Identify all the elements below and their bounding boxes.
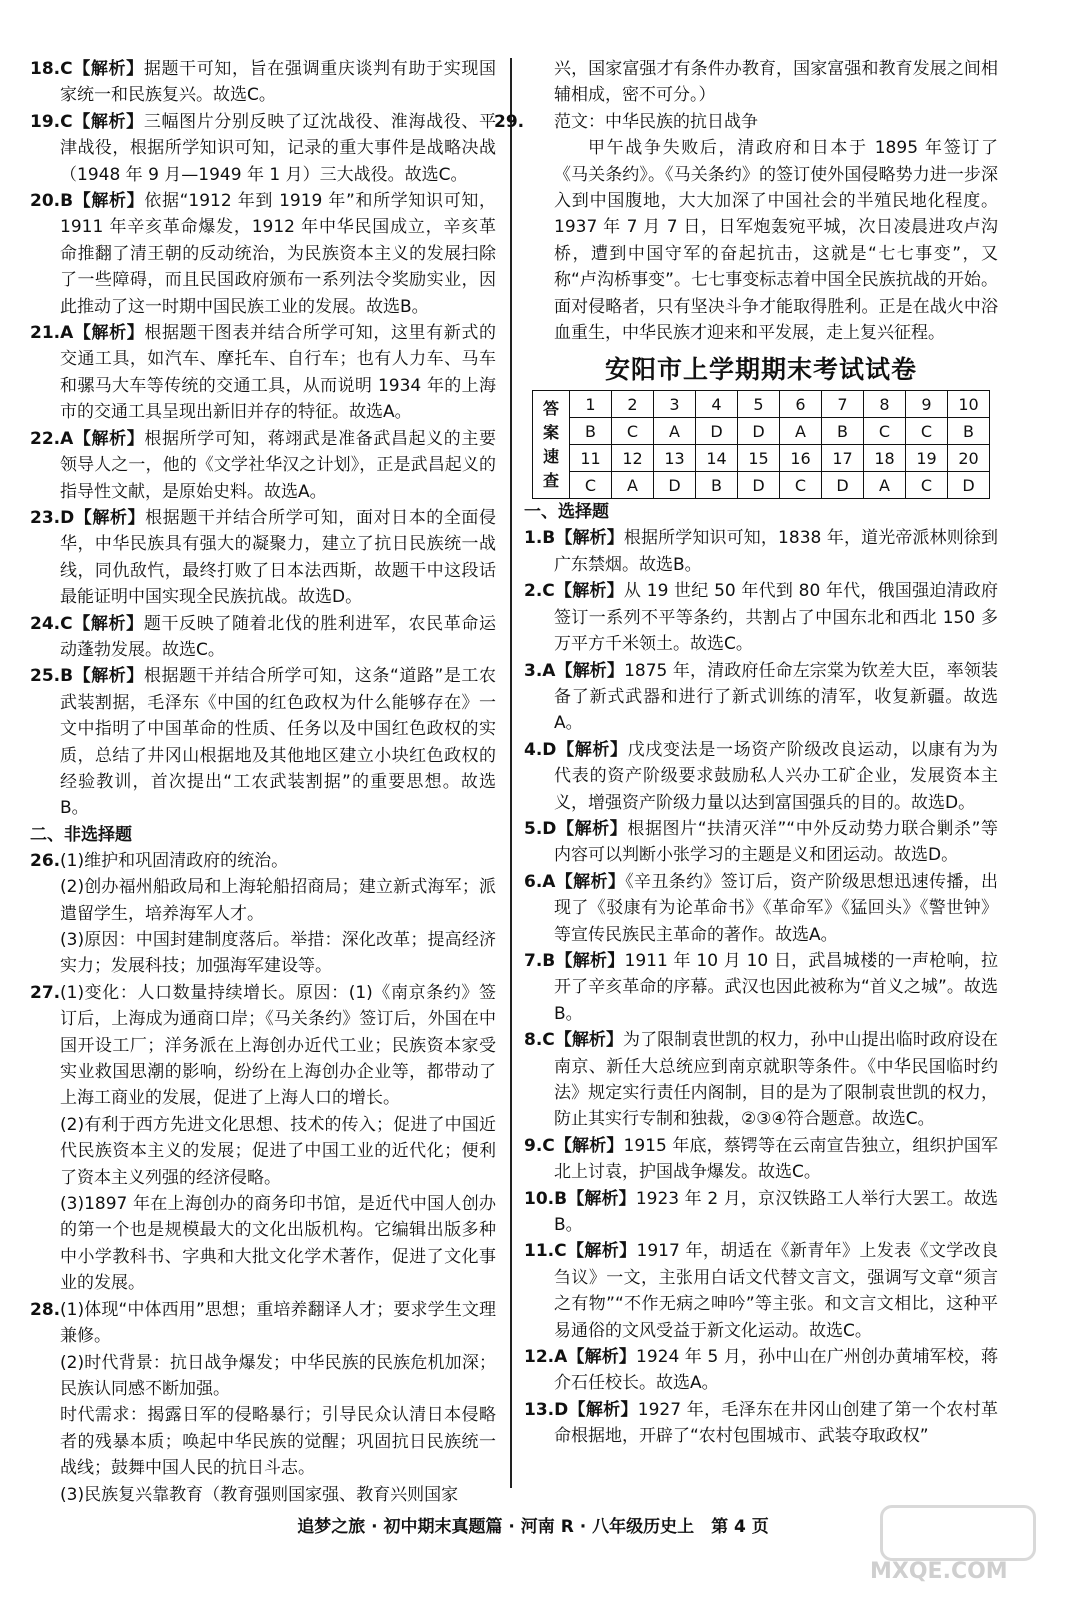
essay-title: 范文：中华民族的抗日战争 [554,111,758,132]
table-cell: B [948,418,990,445]
item-text: 1915 年底，蔡锷等在云南宣告独立，组织护国军北上讨袁，护国战争爆发。故选C。 [554,1135,999,1183]
answer-item [30,426,496,505]
paragraph-text: (2)创办福州船政局和上海轮船招商局；建立新式海军；派遣留学生，培养海军人才。 [60,877,496,924]
analysis-tag: 【解析】 [556,739,628,760]
answer-paragraph [494,109,998,135]
analysis-tag: 【解析】 [568,1399,638,1420]
item-number: 9.C [524,1135,555,1156]
table-cell: 9 [906,391,948,418]
exam-title: 安阳市上学期期末考试试卷 [604,355,917,385]
item-text: 根据所学可知，蒋翊武是准备武昌起义的主要领导人之一，他的《文学社华汉之计划》，正是武昌起义的指导性文献，是原始史料。故选A。 [60,428,497,502]
analysis-tag: 【解析】 [556,818,628,839]
page-footer: 追梦之旅 · 初中期末真题篇 · 河南 R · 八年级历史上 第 4 页 [297,1517,769,1537]
answer-item [30,505,496,611]
item-text: 《辛丑条约》签订后，资产阶级思想迅速传播，出现了《驳康有为论革命书》《革命军》《猛回头》《警世钟》等宣传民族民主革命的著作。故选A。 [554,871,999,945]
left-column [30,56,496,1508]
item-text: 根据图片“扶清灭洋”“中外反动势力联合剿杀”等内容可以判断小张学习的主题是义和团运动。故选D。 [554,818,999,866]
item-text: 1917 年，胡适在《新青年》上发表《文学改良刍议》一文，主张用白话文代替文言文，强调写文章“须言之有物”“不作无病之呻吟”等主张。和文言文相比，这种平易通俗的文风受益于新文化运动。故选C。 [554,1241,999,1341]
answer-item [524,1397,998,1450]
item-number: 23.D [30,507,75,528]
item-number: 19.C [30,111,73,132]
answer-item [524,578,998,657]
analysis-tag: 【解析】 [73,191,145,212]
item-text: 根据题干并结合所学可知，这条“道路”是工农武装割据，毛泽东《中国的红色政权为什么能够存在》一文中指明了中国革命的性质、任务以及中国红色政权的实质，总结了井冈山根据地及其他地区建立小块红色政权的经验教训，首次提出“工农武装割据”的重要思想。故选B。 [60,666,496,819]
item-text: 题干反映了随着北伐的胜利进军，农民革命运动蓬勃发展。故选C。 [60,613,497,660]
table-cell: D [738,418,780,445]
table-cell: 1 [570,391,612,418]
item-number: 4.D [524,739,557,760]
answer-item [30,109,496,188]
item-number: 29. [494,111,525,132]
item-text: 1923 年 2 月，京汉铁路工人举行大罢工。故选B。 [554,1188,999,1236]
item-number: 13.D [524,1399,569,1420]
section-heading: 二、非选择题 [30,824,132,845]
analysis-tag: 【解析】 [566,1241,637,1262]
analysis-tag: 【解析】 [554,1135,624,1156]
item-number: 21.A [30,323,74,344]
paragraph-text: 时代需求：揭露日军的侵略暴行；引导民众认清日本侵略者的残暴本质；唤起中华民族的觉醒；巩固抗日民族统一战线；鼓舞中国人民的抗日斗志。 [60,1405,496,1479]
table-cell: D [654,472,696,499]
analysis-tag: 【解析】 [72,111,144,132]
table-cell: 20 [948,445,990,472]
item-number: 22.A [30,428,74,449]
table-cell: 13 [654,445,696,472]
paragraph-text: (2)有利于西方先进文化思想、技术的传入；促进了中国近代民族资本主义的发展；促进了中国工业的近代化；便利了资本主义列强的经济侵略。 [60,1114,496,1188]
table-cell: 12 [612,445,654,472]
analysis-tag: 【解析】 [74,507,146,528]
item-number: 27. [30,982,61,1003]
answer-table [532,390,990,499]
table-cell: 18 [864,445,906,472]
column-divider [510,58,512,1488]
table-cell: D [948,472,990,499]
paragraph-text: (3)1897 年在上海创办的商务印书馆，是近代中国人创办的第一个也是规模最大的文化出版机构。它编辑出版多种中小学教科书、字典和大批文化学术著作，促进了文化事业的发展。 [60,1194,496,1294]
item-number: 7.B [524,950,556,971]
watermark-text: MXQE.COM [870,1559,1008,1584]
item-text: 1927 年，毛泽东在井冈山创建了第一个农村革命根据地，开辟了“农村包围城市、武装夺取政权” [554,1399,998,1447]
paragraph-text: (2)时代背景：抗日战争爆发；中华民族的民族危机加深；民族认同感不断加强。 [60,1352,496,1399]
analysis-tag: 【解析】 [72,613,144,634]
table-cell: B [822,418,864,445]
right-column [494,56,999,1450]
answer-item [524,658,998,737]
analysis-tag: 【解析】 [73,323,145,344]
watermark-box-icon [880,1505,1036,1561]
answer-paragraph [30,1112,496,1191]
analysis-tag: 【解析】 [555,950,625,971]
analysis-tag: 【解析】 [73,666,144,687]
item-text: 为了限制袁世凯的权力，孙中山提出临时政府设在南京、新任大总统应到南京就职等条件。《中华民国临时约法》规定实行责任内阁制，目的是为了限制袁世凯的权力，防止其实行专制和独裁，②③④符合题意。故选C。 [554,1030,999,1130]
table-cell: A [780,418,822,445]
watermark-logo [870,1505,1050,1585]
table-cell: 8 [864,391,906,418]
item-number: 11.C [524,1241,567,1262]
item-text: 根据所学知识可知，1838 年，道光帝派林则徐到广东禁烟。故选B。 [554,528,999,575]
item-text: 根据题干并结合所学可知，面对日本的全面侵华，中华民族具有强大的凝聚力，建立了抗日民族统一战线，同仇敌忾，最终打败了日本法西斯，故题干中这段话最能证明中国实现全民族抗战。故选D。 [60,507,497,608]
table-cell: B [696,472,738,499]
table-cell: C [906,418,948,445]
answer-item [30,56,496,109]
table-cell: 14 [696,445,738,472]
table-cell: 7 [822,391,864,418]
answer-item [30,611,496,664]
table-cell: D [822,472,864,499]
answer-item [524,869,998,948]
answer-item [30,320,496,426]
answer-item [524,737,998,816]
item-number: 25.B [30,666,74,687]
table-cell: 17 [822,445,864,472]
analysis-tag: 【解析】 [555,871,626,892]
answer-paragraph [30,874,496,927]
item-number: 28. [30,1299,61,1320]
analysis-tag: 【解析】 [73,428,145,449]
item-number: 2.C [524,581,555,602]
table-cell: 5 [738,391,780,418]
item-number: 8.C [524,1030,555,1051]
item-number: 26. [30,850,61,871]
answer-table-label: 答 案 速 查 [533,391,570,499]
answer-item [30,188,496,320]
answer-paragraph [30,1350,496,1403]
table-cell: 11 [570,445,612,472]
table-cell: 4 [696,391,738,418]
section-heading: 一、选择题 [524,502,609,523]
table-row [533,418,990,445]
continued-paragraph: 兴，国家富强才有条件办教育，国家富强和教育发展之间相辅相成，密不可分。） [554,59,998,106]
table-cell: A [864,472,906,499]
table-cell: 3 [654,391,696,418]
table-cell: 16 [780,445,822,472]
analysis-tag: 【解析】 [567,1188,636,1209]
answer-paragraph [30,1482,496,1508]
analysis-tag: 【解析】 [72,59,144,79]
answer-item [30,663,496,821]
answer-item [524,1186,998,1239]
item-text: 三幅图片分别反映了辽沈战役、淮海战役、平津战役，根据所学知识可知，记录的重大事件是战略决战（1948 年 9 月—1949 年 1 月）三大战役。故选C。 [60,111,497,185]
answer-paragraph [30,980,496,1112]
analysis-tag: 【解析】 [567,1347,636,1368]
answer-item [524,1133,998,1186]
item-number: 24.C [30,613,73,634]
item-number: 20.B [30,191,74,212]
paragraph-text: (1)变化：人口数量持续增长。原因：(1)《南京条约》签订后，上海成为通商口岸；《马关条约》签订后，外国在中国开设工厂；洋务派在上海创办近代工业；民族资本家受实业救国思潮的影响，纷纷在上海创办企业等，都带动了上海工商业的发展，促进了上海人口的增长。 [60,982,496,1109]
table-cell: C [570,472,612,499]
item-text: 1924 年 5 月，孙中山在广州创办黄埔军校，蒋介石任校长。故选A。 [554,1347,998,1394]
item-number: 3.A [524,660,556,681]
table-cell: B [570,418,612,445]
answer-item [524,1238,998,1344]
table-cell: 2 [612,391,654,418]
table-row [533,391,990,418]
answer-item [524,1027,998,1133]
paragraph-text: (1)维护和巩固清政府的统治。 [60,850,289,871]
item-number: 6.A [524,871,556,892]
answer-paragraph [30,848,496,874]
table-cell: A [654,418,696,445]
answer-item [524,1344,998,1397]
table-cell: 6 [780,391,822,418]
paragraph-text: (3)原因：中国封建制度落后。举措：深化改革；提高经济实力；发展科技；加强海军建设等。 [60,930,496,977]
table-cell: 10 [948,391,990,418]
item-text: 1911 年 10 月 10 日，武昌城楼的一声枪响，拉开了辛亥革命的序幕。武汉也因此被称为“首义之城”。故选B。 [554,950,999,1024]
table-cell: D [696,418,738,445]
item-number: 1.B [524,528,556,549]
table-cell: C [906,472,948,499]
item-text: 1875 年，清政府任命左宗棠为钦差大臣，率领装备了新式武器和进行了新式训练的清军，收复新疆。故选A。 [554,660,999,734]
table-cell: 15 [738,445,780,472]
analysis-tag: 【解析】 [555,660,625,681]
table-cell: C [780,472,822,499]
table-cell: C [864,418,906,445]
item-text: 根据题干图表并结合所学可知，这里有新式的交通工具，如汽车、摩托车、自行车；也有人力车、马车和骡马大车等传统的交通工具，从而说明 1934 年的上海市的交通工具呈现出新旧并存的特征。故选A。 [60,323,497,423]
answer-paragraph [30,1191,496,1297]
item-number: 5.D [524,818,557,839]
answer-item [524,525,998,578]
item-text: 从 19 世纪 50 年代到 80 年代，俄国强迫清政府签订一系列不平等条约，共割占了中国东北和西北 150 多万平方千米领土。故选C。 [554,581,998,655]
item-text: 戊戌变法是一场资产阶级改良运动，以康有为为代表的资产阶级要求鼓励私人兴办工矿企业，发展资本主义，增强资产阶级力量以达到富国强兵的目的。故选D。 [554,739,999,813]
answer-paragraph [30,1402,496,1481]
paragraph-text: (1)体现“中体西用”思想；重培养翻译人才；要求学生文理兼修。 [60,1299,496,1347]
table-row [533,472,990,499]
answer-paragraph [30,1297,496,1350]
analysis-tag: 【解析】 [554,581,624,602]
answer-item [524,948,998,1027]
item-number: 10.B [524,1188,568,1209]
item-text: 据题干可知，旨在强调重庆谈判有助于实现国家统一和民族复兴。故选C。 [60,59,497,106]
answer-paragraph [30,927,496,980]
item-number: 18.C [30,59,73,79]
analysis-tag: 【解析】 [554,1030,624,1051]
essay-body [524,135,998,346]
table-cell: D [738,472,780,499]
item-text: 依据“1912 年到 1919 年”和所学知识可知，1911 年辛亥革命爆发，1912 年中华民国成立，辛亥革命推翻了清王朝的反动统治，为民族资本主义的发展扫除了一些障碍，而且民国政府颁布一系列法令奖励实业，因此推动了这一时期中国民族工业的发展。故选B。 [60,191,496,317]
table-row [533,445,990,472]
paragraph-text: (3)民族复兴靠教育（教育强则国家强、教育兴则国家 [60,1484,459,1505]
item-number: 12.A [524,1347,568,1368]
table-cell: A [612,472,654,499]
table-cell: C [612,418,654,445]
answer-item [524,816,998,869]
analysis-tag: 【解析】 [555,528,624,549]
essay-text: 甲午战争失败后，清政府和日本于 1895 年签订了《马关条约》。《马关条约》的签订使外国侵略势力进一步深入到中国腹地，大大加深了中国社会的半殖民地化程度。1937 年 7 月 7 日，日军炮轰宛平城，次日凌晨进攻卢沟桥，遭到中国守军的奋起抗击，这就是“七七事变”，又称“卢沟桥事变”。七七事变标志着中国全民族抗战的开始。面对侵略者，只有坚决斗争才能取得胜利。正是在战火中浴血重生，中华民族才迎来和平发展，走上复兴征程。 [554,138,998,344]
table-cell: 19 [906,445,948,472]
